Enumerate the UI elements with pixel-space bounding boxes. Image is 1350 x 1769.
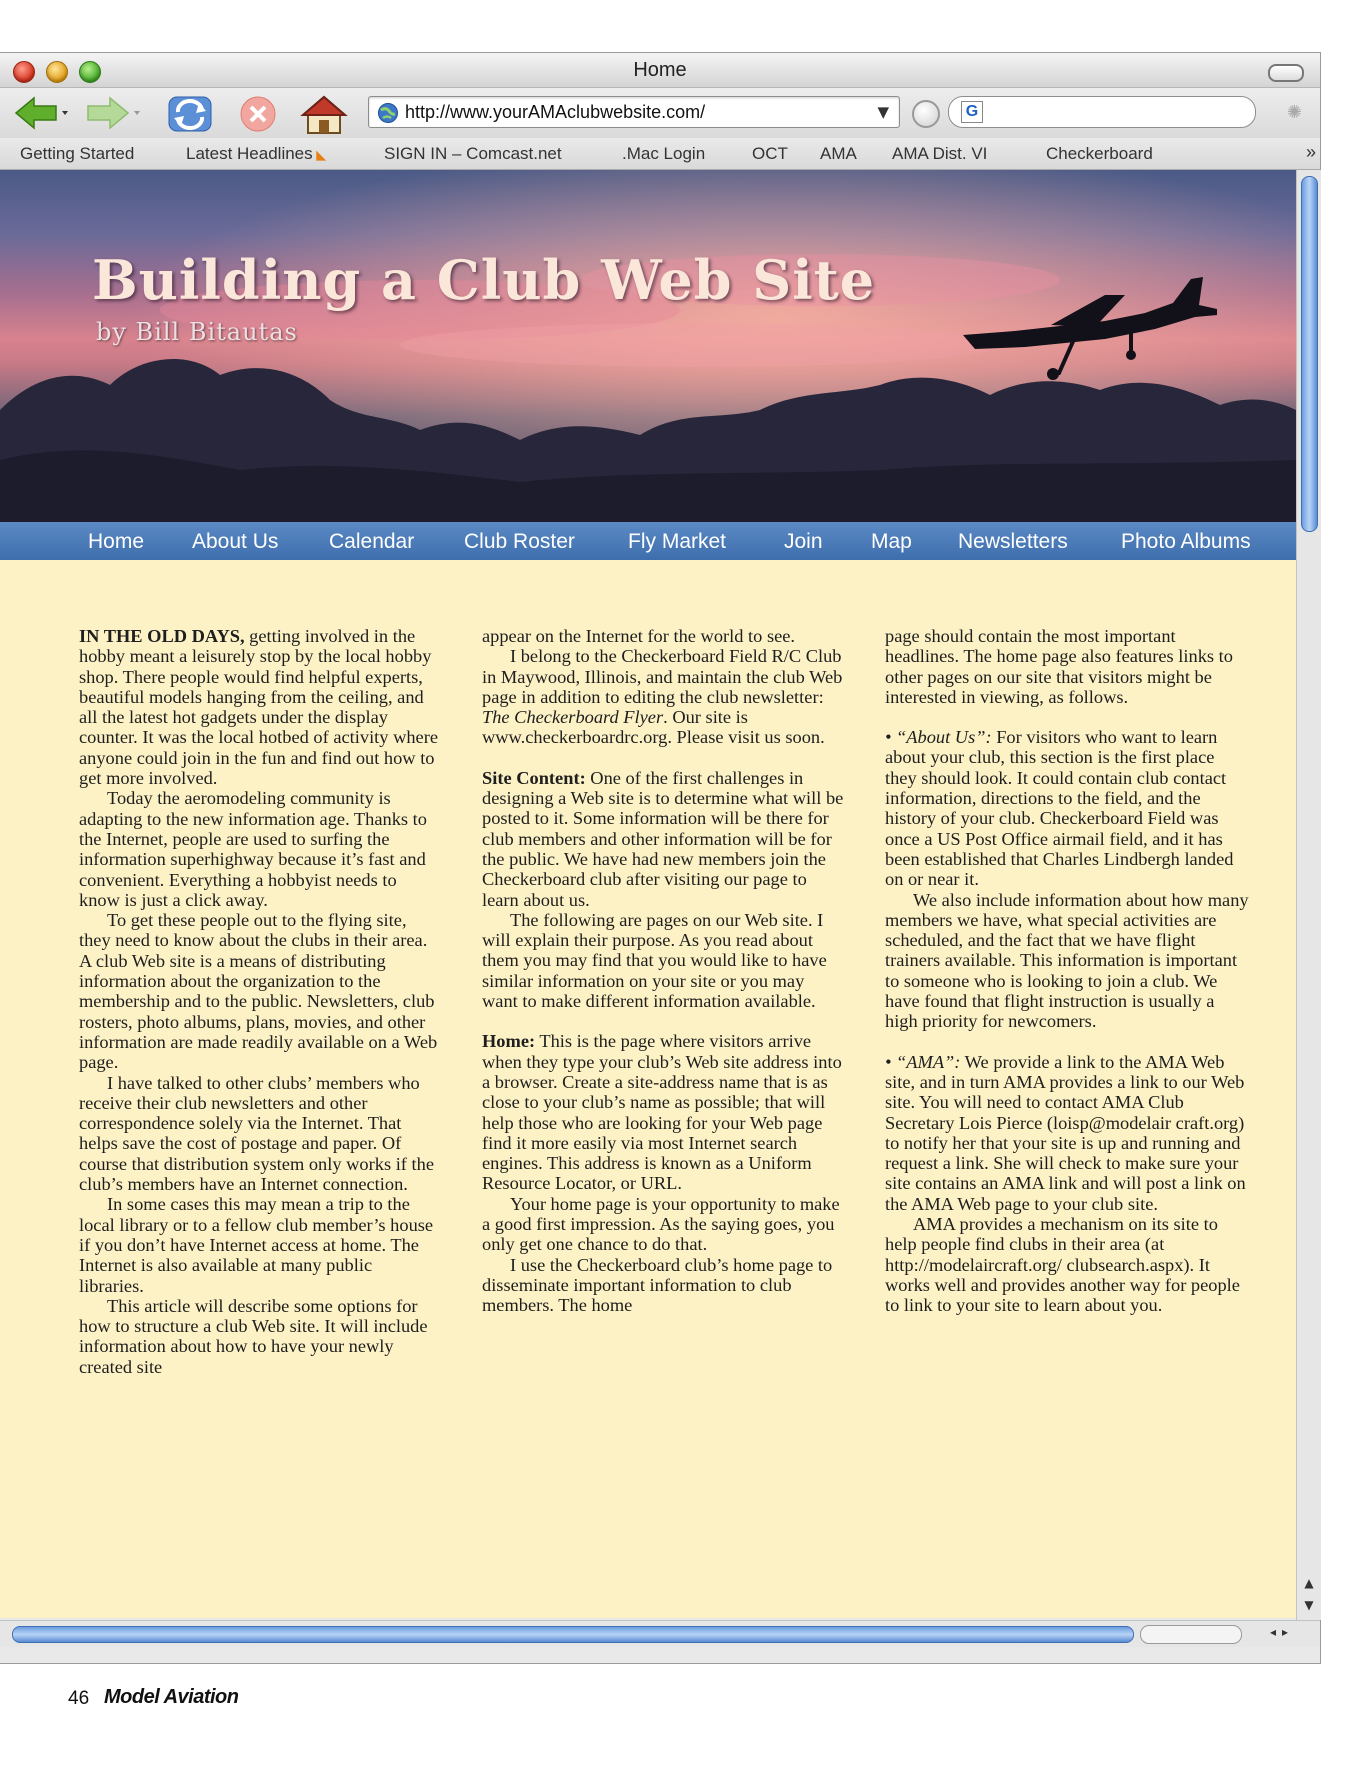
window-title: Home	[633, 59, 687, 81]
article-column-2	[482, 626, 844, 1316]
bookmark-item[interactable]: Latest Headlines ◣	[186, 144, 327, 163]
section-heading: Site Content:	[482, 767, 586, 788]
bookmark-item[interactable]: SIGN IN – Comcast.net	[384, 144, 562, 163]
nav-item-club-roster[interactable]: Club Roster	[464, 530, 575, 553]
home-icon[interactable]	[300, 94, 348, 136]
nav-item-newsletters[interactable]: Newsletters	[958, 530, 1068, 553]
paragraph: I have talked to other clubs’ members who receive their club newsletters and other correspondence solely via the Internet. That helps save the cost of postage and paper. Of course that distribution system only works if the club’s members have an Internet connection.	[79, 1072, 434, 1195]
nav-item-home[interactable]: Home	[88, 530, 145, 553]
lead-in: IN THE OLD DAYS,	[79, 626, 245, 646]
paragraph: The following are pages on our Web site. I will explain their purpose. As you read about them you may find that you would like to have similar information on your site or you may want to make different information available.	[482, 909, 827, 1012]
paragraph: Home: This is the page where visitors arrive when they type your club’s Web site address into a browser. Create a site-address name that is as close to your club’s name as possible; that will help those who are looking for your Web page find it more easily via most Internet search engines. This address is known as a Uniform Resource Locator, or URL.	[482, 1031, 842, 1194]
paragraph: We also include information about how many members we have, what special activities are scheduled, and the fact that we have flight trainers available. This information is important to someone who is looking to join a club. We have found that flight instruction is usually a high priority for newcomers.	[885, 889, 1249, 1032]
paragraph: Your home page is your opportunity to make a good first impression. As the saying goes, you only get one chance to do that.	[482, 1193, 840, 1255]
forward-arrow-icon[interactable]	[80, 94, 144, 132]
toolbar-toggle-button[interactable]	[1268, 64, 1304, 82]
nav-item-map[interactable]: Map	[871, 530, 912, 553]
page-content	[0, 170, 1296, 1618]
url-text[interactable]: http://www.yourAMAclubwebsite.com/	[405, 102, 706, 122]
nav-item-fly-market[interactable]: Fly Market	[628, 530, 727, 553]
address-bar[interactable]	[368, 96, 900, 128]
article-column-3	[885, 626, 1250, 1316]
paragraph: I belong to the Checkerboard Field R/C Club in Maywood, Illinois, and maintain the club Web page in addition to editing the club newsletter: The Checkerboard Flyer. Our site is www.checkerboardrc.org. Please visit us soon.	[482, 646, 843, 748]
magazine-logo: Model Aviation	[104, 1686, 239, 1708]
scroll-left-right-icon[interactable]: ◂▸	[1269, 1625, 1294, 1639]
title-bar	[0, 53, 1320, 88]
page-title: Building a Club Web Site	[92, 248, 876, 312]
vertical-scrollbar[interactable]	[1296, 170, 1321, 1620]
paragraph: Today the aeromodeling community is adapting to the new information age. Thanks to the Internet, people are used to surfing the information superhighway because it’s fast and convenient. Everything a hobbyist needs to know is just a click away.	[79, 788, 427, 910]
rss-icon: ◣	[312, 147, 327, 162]
bookmark-item[interactable]: OCT	[752, 144, 788, 163]
paragraph: • “AMA”: We provide a link to the AMA Web site, and in turn AMA provides a link to our Web site. You will need to contact AMA Club Secretary Lois Pierce (loisp@modelair craft.org) to notify her that your site is up and running and request a link. She will check to make sure your site contains an AMA link and will post a link on the AMA Web page to your club site.	[885, 1051, 1246, 1214]
bookmarks-bar	[0, 139, 1320, 170]
nav-item-join[interactable]: Join	[784, 530, 823, 553]
paragraph: This article will describe some options for how to structure a club Web site. It will include information about how to have your newly created site	[79, 1295, 428, 1377]
paragraph: AMA provides a mechanism on its site to help people find clubs in their area (at http://modelaircraft.org/ clubsearch.aspx). It works well and provides another way for people to link to your site to learn about you.	[885, 1214, 1240, 1316]
section-heading: Home:	[482, 1031, 536, 1052]
byline: by Bill Bitautas	[96, 318, 298, 346]
article-column-1	[79, 626, 441, 1377]
chevron-down-icon[interactable]: ▼	[877, 103, 889, 121]
bookmark-item[interactable]: AMA Dist. VI	[892, 144, 988, 163]
browser-window	[0, 52, 1321, 1664]
paragraph: appear on the Internet for the world to see.	[482, 626, 796, 646]
horizontal-scrollbar[interactable]	[0, 1620, 1320, 1647]
google-search-icon[interactable]: G	[961, 101, 983, 123]
scroll-arrows-icon[interactable]: ▲ ▼	[1304, 1576, 1314, 1612]
horizontal-scroll-thumb[interactable]	[12, 1626, 1134, 1643]
nav-item-about-us[interactable]: About Us	[192, 530, 279, 553]
bookmark-item[interactable]: Checkerboard	[1046, 144, 1153, 163]
site-navigation	[0, 522, 1296, 560]
airplane-silhouette-icon	[955, 265, 1225, 385]
section-heading: • “AMA”:	[885, 1051, 961, 1072]
paragraph: To get these people out to the flying site, they need to know about the clubs in their area. A club Web site is a means of distributing information about the organization to the membership and to the public. Newsletters, club rosters, photo albums, plans, movies, and other information are made readily available on a Web page.	[79, 910, 438, 1073]
paragraph: I use the Checkerboard club’s home page to disseminate important information to club members. The home	[482, 1254, 833, 1316]
horizontal-scroll-track-end	[1140, 1625, 1242, 1644]
back-arrow-icon[interactable]	[12, 94, 68, 132]
vertical-scroll-thumb[interactable]	[1301, 176, 1318, 532]
loading-spinner-icon: ✺	[1286, 102, 1302, 123]
bookmark-item[interactable]: .Mac Login	[622, 144, 706, 163]
paragraph: page should contain the most important headlines. The home page also features links to other pages on our site that visitors might be interested in viewing, as follows.	[885, 626, 1233, 707]
paragraph: • “About Us”: For visitors who want to learn about your club, this section is the first place they should look. It could contain club contact information, directions to the field, and the history of your club. Checkerboard Field was once a US Post Office airmail field, and it has been established that Charles Lindbergh landed on or near it.	[885, 727, 1234, 890]
paragraph: IN THE OLD DAYS, getting involved in the hobby meant a leisurely stop by the local hobby shop. There people would find helpful experts, beautiful models hanging from the ceiling, and all the latest hot gadgets under the display counter. It was the local hotbed of activity where anyone could join in the fun and find out how to get more involved.	[79, 626, 439, 789]
header-banner	[0, 170, 1296, 522]
go-button[interactable]	[912, 100, 940, 128]
page-number: 46	[68, 1688, 90, 1709]
nav-item-photo-albums[interactable]: Photo Albums	[1121, 530, 1251, 553]
section-heading: • “About Us”:	[885, 727, 992, 748]
search-input[interactable]	[948, 96, 1256, 128]
bookmark-item[interactable]: AMA	[820, 144, 857, 163]
globe-icon	[377, 102, 399, 124]
stop-icon[interactable]	[236, 94, 280, 134]
nav-item-calendar[interactable]: Calendar	[329, 530, 415, 553]
bookmark-item[interactable]: Getting Started	[20, 144, 135, 163]
paragraph: Site Content: One of the first challenges in designing a Web site is to determine what will be posted to it. Some information will be there for club members and other information will be for the public. We have had new members join the Checkerboard club after visiting our page to learn about us.	[482, 767, 844, 910]
reload-icon[interactable]	[166, 94, 214, 134]
navigation-toolbar	[0, 88, 1320, 138]
chevron-right-double-icon[interactable]: »	[1305, 142, 1316, 162]
paragraph: In some cases this may mean a trip to the local library or to a fellow club member’s house if you don’t have Internet access at home. The Internet is also available at many public libraries.	[79, 1194, 434, 1296]
